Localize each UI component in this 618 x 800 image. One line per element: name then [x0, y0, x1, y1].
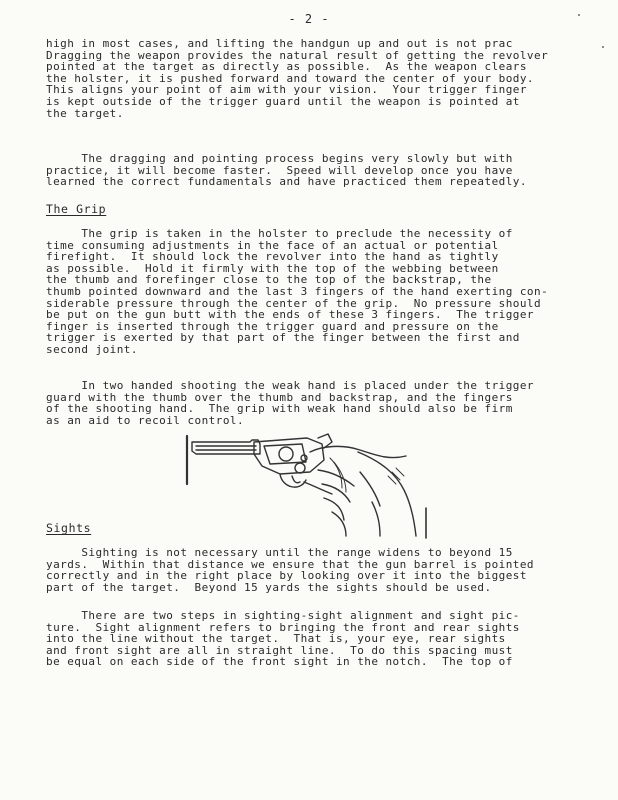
- heading-sights: Sights: [46, 521, 92, 535]
- paragraph-drag-speed: The dragging and pointing process begins very slowly but with practice, it will become faster. Speed will develop once you have learned the correct fundamentals and have practiced them repeatedly.: [46, 152, 527, 189]
- paragraph-two-handed: In two handed shooting the weak hand is placed under the trigger guard with the thumb over the thumb and backstrap, and the fingers of the shooting hand. The grip with weak hand should also be firm as an aid to recoil control.: [46, 379, 535, 427]
- heading-grip: The Grip: [46, 202, 107, 216]
- revolver-grip-illustration: [182, 432, 432, 542]
- paragraph-grip: The grip is taken in the holster to preclude the necessity of time consuming adjustments in the face of an actual or potential firefight. It should lock the revolver into the hand as tightly as possible. Hold it firmly with the top of the webbing between the thumb and forefinger close to the top of the backstrap, the thumb pointed downward and the last 3 fingers of the hand exerting con- siderable pressure through the center of the grip. No pressure should be put on the gun butt with the ends of these 3 fingers. The trigger finger is inserted through the trigger guard and pressure on the trigger is exerted by that part of the finger between the first and second joint.: [46, 227, 549, 356]
- paragraph-drag-intro: high in most cases, and lifting the handgun up and out is not prac Dragging the weapon provides the natural result of getting the revolver pointed at the target as directly as possible. As the weapon clears the holster, it is pushed forward and toward the center of your body. This aligns your point of aim with your vision. Your trigger finger is kept outside of the trigger guard until the weapon is pointed at the target.: [46, 37, 549, 120]
- scan-speck: [578, 14, 580, 16]
- paragraph-sighting: Sighting is not necessary until the range widens to beyond 15 yards. Within that distance we ensure that the gun barrel is pointed correctly and in the right place by looking over it into the biggest part of the target. Beyond 15 yards the sights should be used.: [46, 546, 535, 594]
- paragraph-sight-alignment: There are two steps in sighting-sight alignment and sight pic- ture. Sight alignment refers to bringing the front and rear sights into the line without the target. That is, your eye, rear sights and front sight are all in straight line. To do this spacing must be equal on each side of the front sight in the notch. The top of: [46, 609, 520, 669]
- scan-speck: [602, 46, 604, 48]
- page-number: - 2 -: [288, 12, 330, 26]
